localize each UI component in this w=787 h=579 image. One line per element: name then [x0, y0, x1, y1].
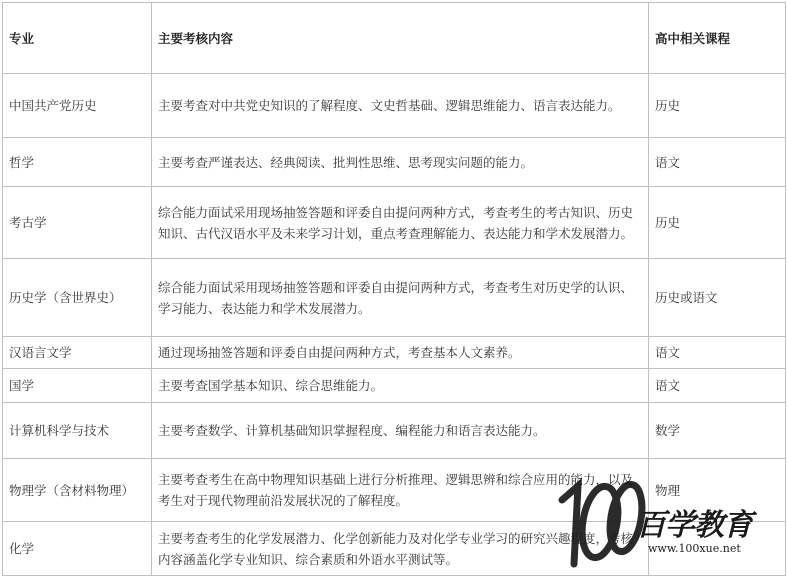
content-cell: 主要考查考生在高中物理知识基础上进行分析推理、逻辑思辨和综合应用的能力，以及考生对于现代物理前沿发展状况的了解程度。: [152, 459, 649, 522]
course-cell: 历史或语文: [649, 259, 786, 337]
content-cell: 主要考查对中共党史知识的了解程度、文史哲基础、逻辑思维能力、语言表达能力。: [152, 74, 649, 138]
table-row: [3, 369, 786, 403]
watermark-url: www.100xue.net: [648, 542, 741, 555]
major-cell: 国学: [3, 369, 152, 403]
major-cell: 化学: [3, 522, 152, 576]
course-cell: 物理: [649, 459, 786, 522]
content-cell: 综合能力面试采用现场抽签答题和评委自由提问两种方式，考查考生的考古知识、历史知识、古代汉语水平及未来学习计划，重点考查理解能力、表达能力和学术发展潜力。: [152, 187, 649, 259]
table-header-row: [3, 3, 786, 74]
major-cell: 物理学（含材料物理）: [3, 459, 152, 522]
major-cell: 汉语言文学: [3, 337, 152, 369]
content-cell: 主要考查严谨表达、经典阅读、批判性思维、思考现实问题的能力。: [152, 138, 649, 187]
table-row: [3, 337, 786, 369]
header-content: 主要考核内容: [152, 3, 649, 74]
header-course: 高中相关课程: [649, 3, 786, 74]
major-cell: 哲学: [3, 138, 152, 187]
course-cell: 语文: [649, 369, 786, 403]
major-cell: 计算机科学与技术: [3, 403, 152, 459]
table-row: [3, 259, 786, 337]
course-cell: 历史: [649, 74, 786, 138]
major-cell: 历史学（含世界史）: [3, 259, 152, 337]
admission-table: [2, 2, 786, 576]
course-cell: 历史: [649, 187, 786, 259]
table-row: [3, 74, 786, 138]
table-row: [3, 187, 786, 259]
watermark-brand-name: 百学教育: [636, 508, 752, 543]
major-cell: 中国共产党历史: [3, 74, 152, 138]
course-cell: 数学: [649, 403, 786, 459]
content-cell: 通过现场抽签答题和评委自由提问两种方式，考查基本人文素养。: [152, 337, 649, 369]
header-major: 专业: [3, 3, 152, 74]
table-row: [3, 138, 786, 187]
table-row: [3, 403, 786, 459]
content-cell: 主要考查考生的化学发展潜力、化学创新能力及对化学专业学习的研究兴趣程度，考核内容涵盖化学专业知识、综合素质和外语水平测试等。: [152, 522, 649, 576]
course-cell: 语文: [649, 337, 786, 369]
major-cell: 考古学: [3, 187, 152, 259]
content-cell: 主要考查国学基本知识、综合思维能力。: [152, 369, 649, 403]
content-cell: 综合能力面试采用现场抽签答题和评委自由提问两种方式，考查考生对历史学的认识、学习能力、表达能力和学术发展潜力。: [152, 259, 649, 337]
course-cell: 语文: [649, 138, 786, 187]
content-cell: 主要考查数学、计算机基础知识掌握程度、编程能力和语言表达能力。: [152, 403, 649, 459]
